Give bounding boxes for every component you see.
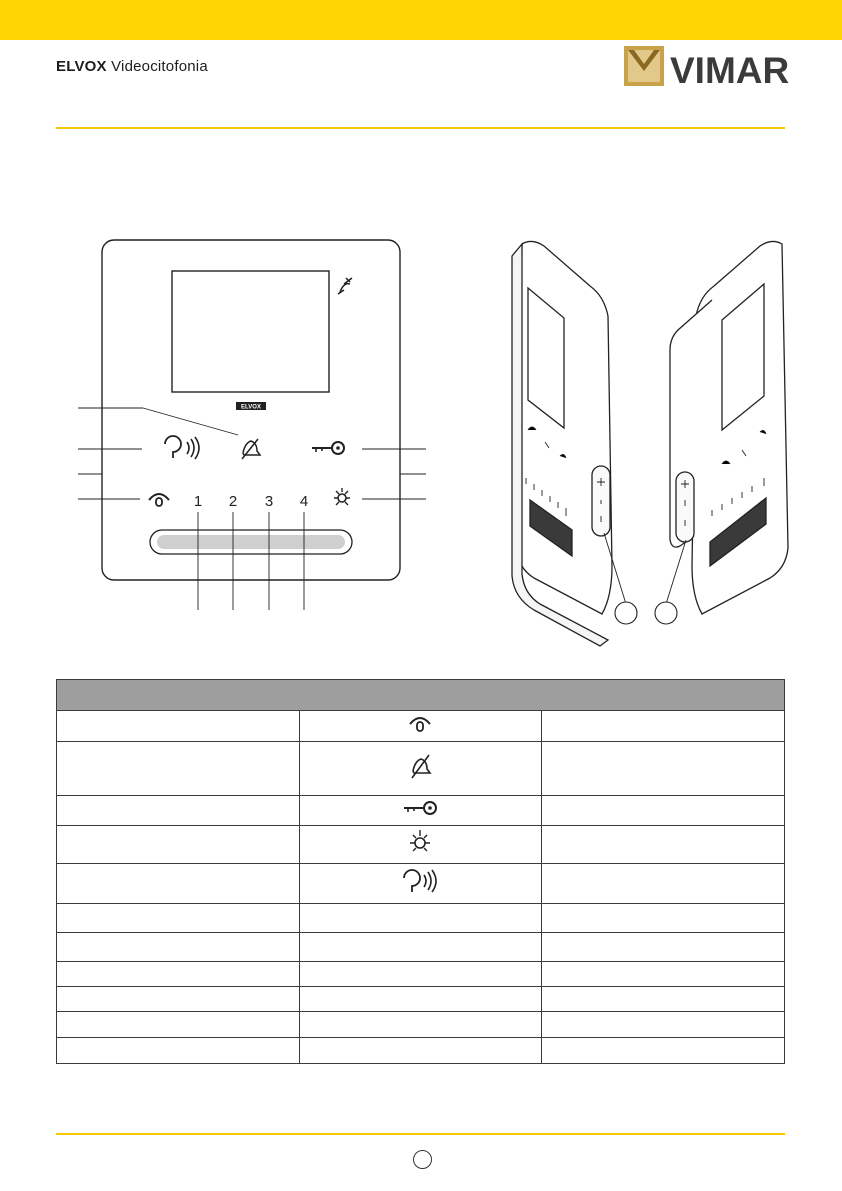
table-row [57, 933, 785, 962]
row-number-cell [57, 1012, 300, 1038]
bell-mute-icon [402, 751, 438, 781]
row-text-cell [542, 1038, 785, 1064]
row-icon-cell [299, 933, 542, 962]
row-text-cell [542, 826, 785, 864]
table-row [57, 1012, 785, 1038]
button-4-label: 4 [299, 493, 309, 510]
row-text-cell [542, 711, 785, 742]
legend-table [56, 679, 785, 1064]
table-header-cell [57, 680, 785, 711]
row-text-cell [542, 904, 785, 933]
table-row [57, 826, 785, 864]
monitor-side-right [670, 241, 788, 614]
row-icon-cell [299, 987, 542, 1012]
table-row [57, 864, 785, 904]
row-icon-cell [299, 864, 542, 904]
callout-circle-left [615, 602, 637, 624]
row-number-cell [57, 796, 300, 826]
row-icon-cell [299, 1038, 542, 1064]
row-number-cell [57, 711, 300, 742]
row-text-cell [542, 742, 785, 796]
row-number-cell [57, 864, 300, 904]
row-icon-cell [299, 711, 542, 742]
row-icon-cell [299, 1012, 542, 1038]
row-number-cell [57, 742, 300, 796]
table-row [57, 904, 785, 933]
brand-bold: ELVOX [56, 58, 107, 75]
row-icon-cell [299, 826, 542, 864]
button-1-label: 1 [193, 493, 203, 510]
row-text-cell [542, 933, 785, 962]
speaker-mesh [157, 535, 345, 549]
table-row [57, 962, 785, 987]
row-icon-cell [299, 904, 542, 933]
handset-icon [402, 712, 438, 736]
monitor-screen [172, 271, 329, 392]
row-number-cell [57, 987, 300, 1012]
door-key-icon [400, 798, 440, 818]
logo-text: VIMAR [670, 50, 790, 91]
voice-waves-icon [398, 866, 442, 896]
row-text-cell [542, 796, 785, 826]
stair-light-icon [402, 827, 438, 857]
row-text-cell [542, 1012, 785, 1038]
row-text-cell [542, 962, 785, 987]
button-2-label: 2 [228, 493, 238, 510]
row-number-cell [57, 962, 300, 987]
row-number-cell [57, 933, 300, 962]
row-icon-cell [299, 796, 542, 826]
button-3-label: 3 [264, 493, 274, 510]
monitor-side-left [512, 241, 612, 646]
callout-side-right [666, 540, 686, 604]
brand-rest: Videocitofonia [106, 58, 208, 75]
table-row [57, 1038, 785, 1064]
table-row [57, 742, 785, 796]
row-number-cell [57, 904, 300, 933]
page-marker-circle [413, 1150, 432, 1169]
table-row [57, 987, 785, 1012]
table-row [57, 711, 785, 742]
row-number-cell [57, 826, 300, 864]
table-header-row [57, 680, 785, 711]
row-number-cell [57, 1038, 300, 1064]
footer-rule [56, 1133, 785, 1135]
table-row [57, 796, 785, 826]
row-icon-cell [299, 962, 542, 987]
callout-circle-right [655, 602, 677, 624]
row-icon-cell [299, 742, 542, 796]
row-text-cell [542, 864, 785, 904]
row-text-cell [542, 987, 785, 1012]
badge-text: ELVOX [241, 404, 261, 411]
